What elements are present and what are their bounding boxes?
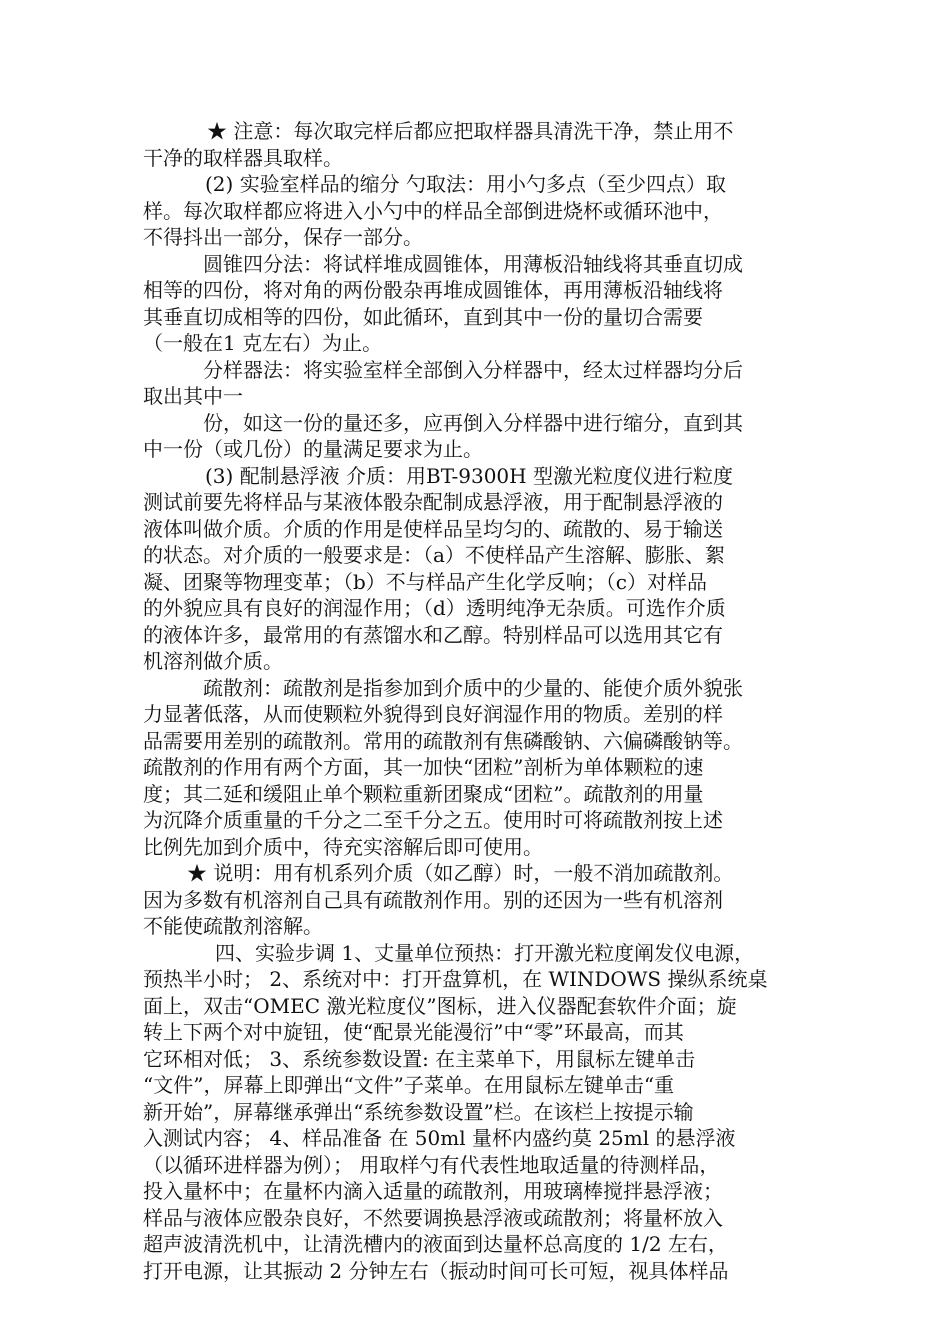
text-line: 干净的取样器具取样。 [143,145,343,170]
text-line: 四、实验步调 1、丈量单位预热：打开激光粒度阐发仪电源， [215,940,755,965]
text-line: 测试前要先将样品与某液体骰杂配制成悬浮液，用于配制悬浮液的 [143,490,723,514]
text-line: 疏散剂的作用有两个方面，其一加快“团粒”剖析为单体颗粒的速 [143,755,704,779]
text-line: 取出其中一 [143,384,243,408]
text-line: 份，如这一份的量还多，应再倒入分样器中进行缩分，直到其 [203,410,743,435]
text-line: 不能使疏散剂溶解。 [143,914,323,938]
paragraph-splitter-continued [143,410,809,463]
paragraph-note-organic-medium [143,860,809,940]
text-line: 力显著低落，从而使颗粒外貌得到良好润湿作用的物质。差别的样 [143,702,723,726]
text-line: 中一份（或几份）的量满足要求为止。 [143,437,483,461]
paragraph-experiment-steps [143,940,809,1285]
text-line: 预热半小时； 2、系统对中：打开盘算机，在 WINDOWS 操纵系统桌 [143,967,768,991]
paragraph-suspension-medium [143,463,809,675]
paragraph-splitter-method [143,357,809,410]
text-line: 投入量杯中；在量杯内滴入适量的疏散剂，用玻璃棒搅拌悬浮液； [143,1179,723,1203]
text-line: “文件”，屏幕上即弹出“文件”子菜单。在用鼠标左键单击“重 [143,1073,675,1097]
text-line: （一般在1 克左右）为止。 [143,331,383,355]
text-line: 不得抖出一部分，保存一部分。 [143,225,423,249]
text-line: 它环相对低； 3、系统参数设置: 在主菜单下，用鼠标左键单击 [143,1046,696,1071]
text-line: 为沉降介质重量的千分之二至千分之五。使用时可将疏散剂按上述 [143,808,723,832]
text-line: (2) 实验室样品的缩分 勺取法：用小勺多点（至少四点）取 [205,172,727,196]
text-line: 因为多数有机溶剂自己具有疏散剂作用。别的还因为一些有机溶剂 [143,887,723,912]
text-line: 的状态。对介质的一般要求是：（a）不使样品产生溶解、膨胀、絮 [143,543,725,567]
text-line: 新开始”，屏幕继承弹出“系统参数设置”栏。在该栏上按提示输 [143,1099,694,1124]
text-line: 度；其二延和缓阻止单个颗粒重新团聚成“团粒”。疏散剂的用量 [143,781,704,806]
text-line: 样。每次取样都应将进入小勺中的样品全部倒进烧杯或循环池中， [143,198,723,223]
document-body [143,118,809,1284]
text-line: 分样器法：将实验室样全部倒入分样器中，经太过样器均分后 [203,357,743,382]
text-line: (3) 配制悬浮液 介质：用BT-9300H 型激光粒度仪进行粒度 [205,463,733,488]
text-line: 圆锥四分法：将试样堆成圆锥体，用薄板沿轴线将其垂直切成 [203,251,743,276]
text-line: 入测试内容； 4、样品准备 在 50ml 量杯内盛约莫 25ml 的悬浮液 [143,1126,736,1150]
text-line: 样品与液体应骰杂良好，不然要调换悬浮液或疏散剂；将量杯放入 [143,1205,723,1230]
text-line: 机溶剂做介质。 [143,649,283,673]
text-line: 液体叫做介质。介质的作用是使样品呈均匀的、疏散的、易于输送 [143,516,723,541]
text-line: 超声波清洗机中，让清洗槽内的液面到达量杯总高度的 1/2 左右， [143,1232,728,1256]
paragraph-sample-division [143,171,809,251]
text-line: 的外貌应具有良好的润湿作用；（d）透明纯净无杂质。可选作介质 [143,596,726,620]
text-line: 转上下两个对中旋钮，使“配景光能漫衍”中“零”环最高，而其 [143,1020,684,1044]
text-line: 面上，双击“OMEC 激光粒度仪”图标，进入仪器配套软件介面；旋 [143,993,737,1018]
text-line: 凝、团聚等物理变革；（b）不与样品产生化学反响；（c）对样品 [143,569,708,594]
text-line: ★ 注意：每次取完样后都应把取样器具清洗干净，禁止用不 [207,119,734,143]
text-line: 品需要用差别的疏散剂。常用的疏散剂有焦磷酸钠、六偏磷酸钠等。 [143,728,743,753]
text-line: （以循环进样器为例）； 用取样勺有代表性地取适量的待测样品， [143,1152,720,1177]
paragraph-note-cleaning [143,118,809,171]
text-line: 比例先加到介质中，待充实溶解后即可使用。 [143,834,543,859]
paragraph-dispersant [143,675,809,861]
paragraph-cone-quartering [143,251,809,357]
text-line: 其垂直切成相等的四份，如此循环，直到其中一份的量切合需要 [143,304,703,329]
text-line: ★ 说明：用有机系列介质（如乙醇）时，一般不消加疏散剂。 [187,861,734,885]
text-line: 相等的四份，将对角的两份骰杂再堆成圆锥体，再用薄板沿轴线将 [143,278,723,302]
text-line: 疏散剂：疏散剂是指参加到介质中的少量的、能使介质外貌张 [203,675,743,700]
text-line: 打开电源，让其振动 2 分钟左右（振动时间可长可短，视具体样品 [143,1258,729,1283]
text-line: 的液体许多，最常用的有蒸馏水和乙醇。特别样品可以选用其它有 [143,622,723,647]
